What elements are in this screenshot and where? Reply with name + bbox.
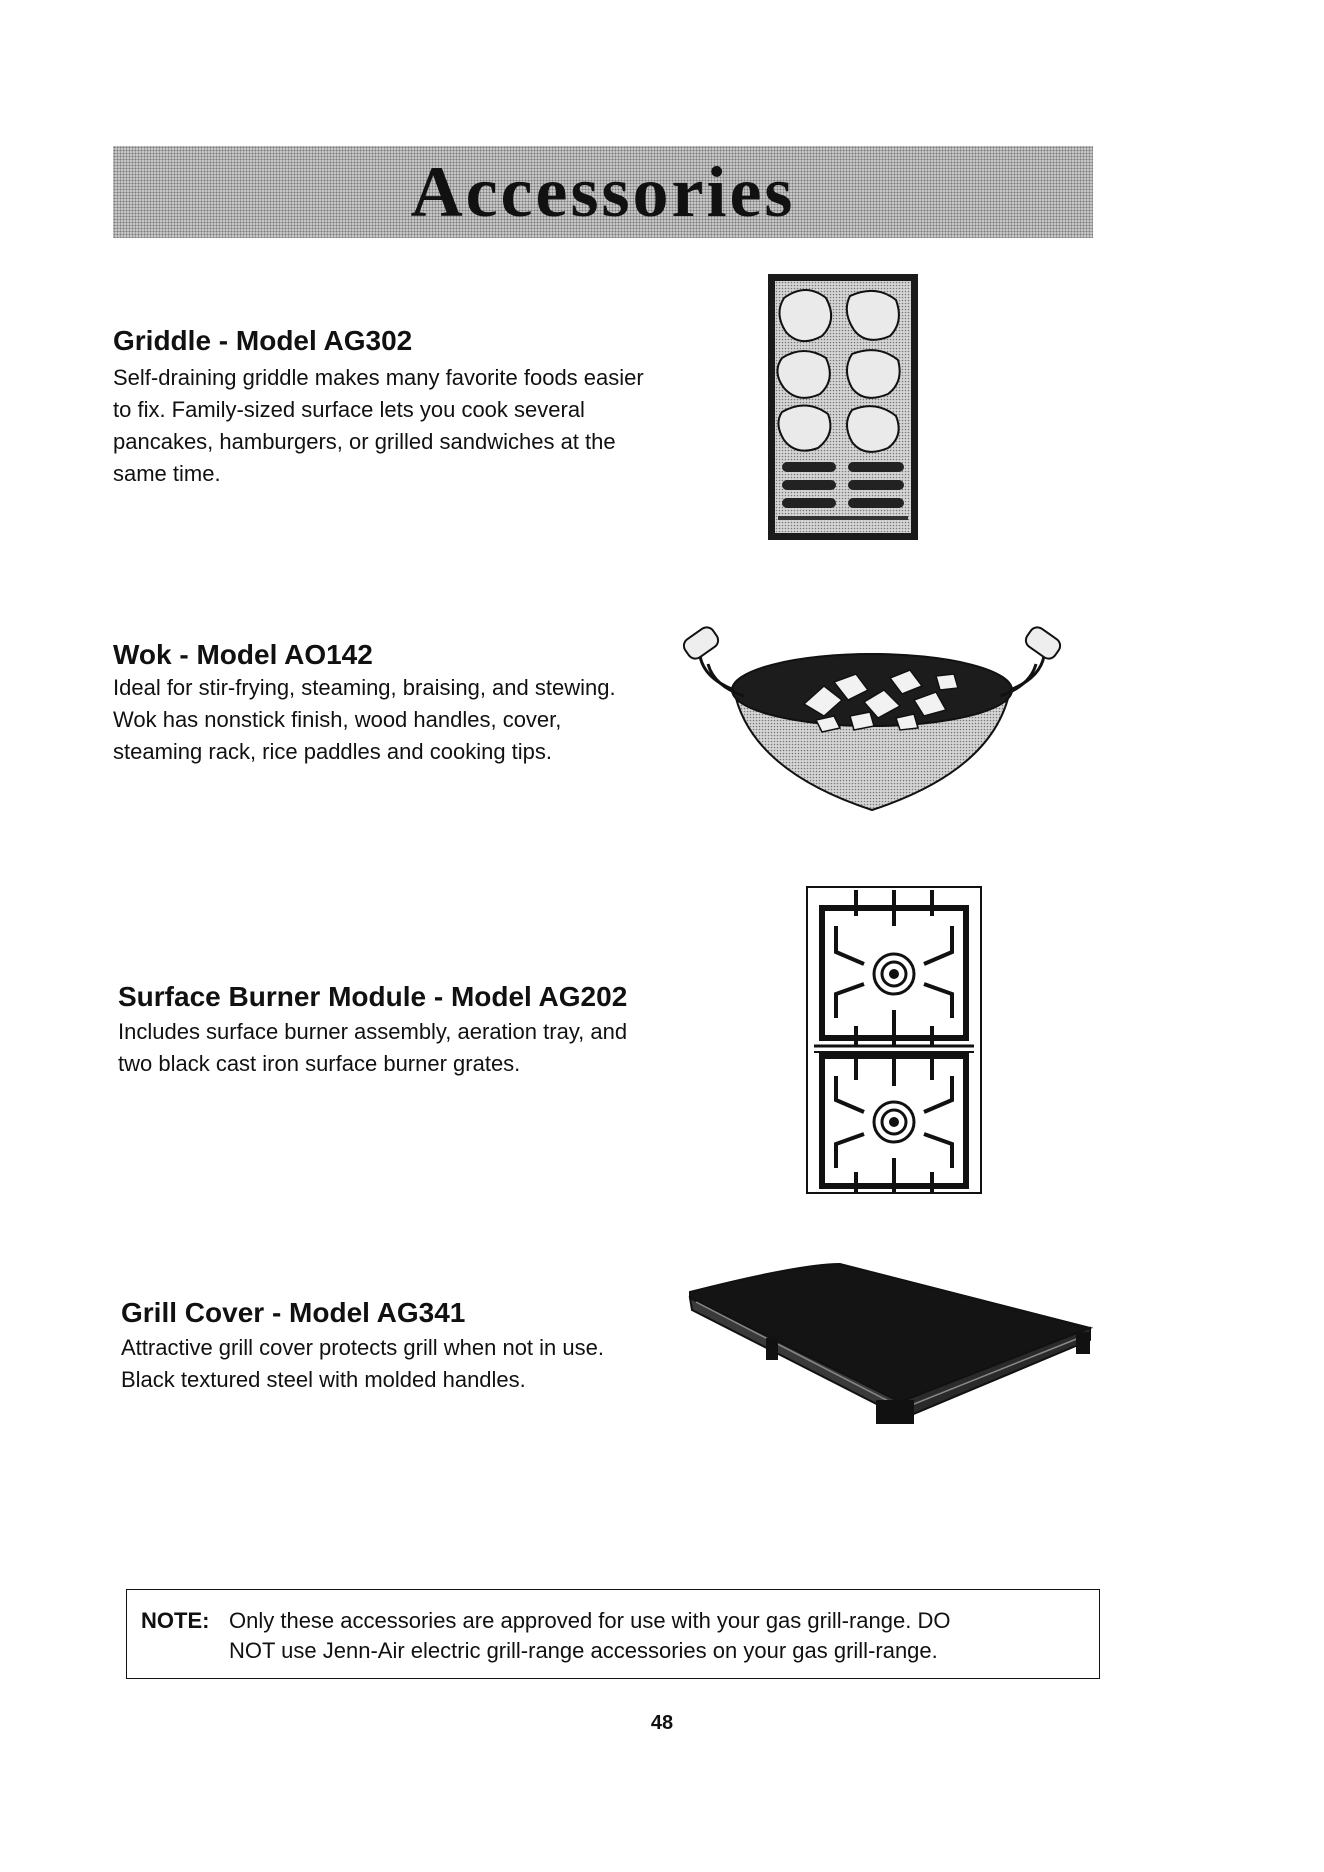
note-box <box>126 1589 1100 1679</box>
grill-cover-title: Grill Cover - Model AG341 <box>121 1297 466 1328</box>
grill-cover-description: Attractive grill cover protects grill when not in use. Black textured steel with molded handles. <box>121 1335 604 1392</box>
surface-burner-description: Includes surface burner assembly, aeration tray, and two black cast iron surface burner grates. <box>118 1019 628 1076</box>
wok-illustration <box>674 620 1070 816</box>
note-line-1: Only these accessories are approved for use with your gas grill-range. DO <box>229 1608 951 1633</box>
grill-cover-illustration <box>680 1262 1100 1430</box>
page-heading: Accessories <box>410 151 796 232</box>
wok-description: Ideal for stir-frying, steaming, braising, and stewing. Wok has nonstick finish, wood handles, cover, steaming rack, rice paddles and cooking tips. <box>113 675 616 764</box>
note-label: NOTE: <box>141 1608 210 1633</box>
wok-title: Wok - Model AO142 <box>113 639 373 670</box>
surface-burner-title: Surface Burner Module - Model AG202 <box>118 981 628 1012</box>
griddle-title: Griddle - Model AG302 <box>113 325 413 356</box>
griddle-illustration <box>766 272 920 542</box>
surface-burner-illustration <box>806 886 982 1194</box>
heading-banner <box>113 146 1093 238</box>
note-line-2: NOT use Jenn-Air electric grill-range accessories on your gas grill-range. <box>229 1638 938 1663</box>
page-number: 48 <box>650 1712 674 1734</box>
griddle-description: Self-draining griddle makes many favorite foods easier to fix. Family-sized surface lets you cook several pancakes, hamburgers, or grilled sandwiches at the same time. <box>113 365 644 486</box>
